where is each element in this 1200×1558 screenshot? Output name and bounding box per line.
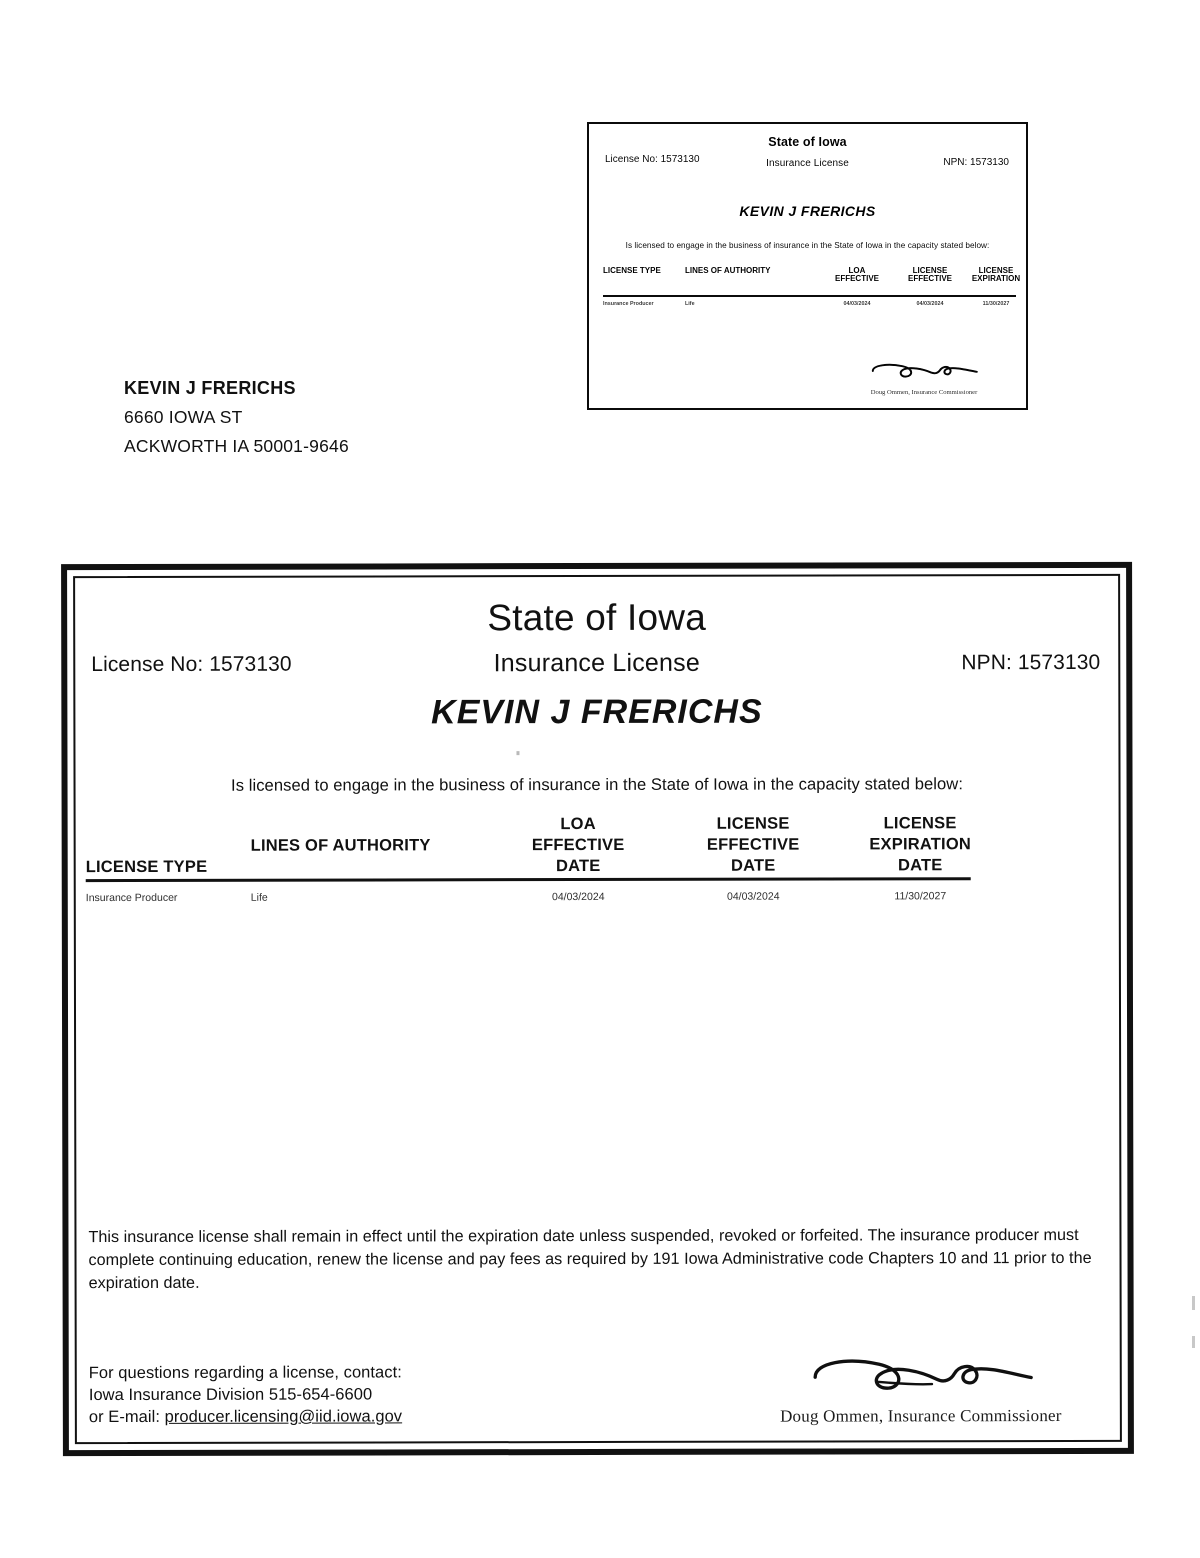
thumbnail-commissioner-name: Doug Ommen, Insurance Commissioner <box>870 389 978 396</box>
thumbnail-cell-lines-of-authority: Life <box>685 301 695 307</box>
signature-icon <box>864 359 984 383</box>
header-lines-of-authority: LINES OF AUTHORITY <box>250 836 431 855</box>
contact-line-3 <box>89 1405 402 1428</box>
cell-loa-effective-date: 04/03/2024 <box>551 890 605 904</box>
cell-license-effective-date: 04/03/2024 <box>726 890 780 903</box>
thumbnail-table-row <box>603 301 1016 313</box>
contact-line-1: For questions regarding a license, contact: <box>88 1363 402 1383</box>
recipient-city-state-zip: ACKWORTH IA 50001-9646 <box>124 436 349 456</box>
cell-license-expiration-date: 11/30/2027 <box>894 890 947 903</box>
thumbnail-statement: Is licensed to engage in the business of insurance in the State of Iowa in the capacity stated below: <box>625 241 990 250</box>
contact-information-block <box>89 1361 402 1428</box>
thumbnail-npn: NPN: 1573130 <box>943 157 1009 168</box>
header-license-expiration-date: LICENSE EXPIRATION DATE <box>869 814 971 875</box>
certificate-holder-name: KEVIN J FRERICHS <box>431 692 763 732</box>
thumbnail-header-license-type: LICENSE TYPE <box>603 266 661 275</box>
certificate-disclaimer: This insurance license shall remain in effect until the expiration date unless suspended, revoked or forfeited. The insurance producer must complete continuing education, renew the license and pay fees as required by 191 Iowa Administrative code Chapters 10 and 11 prior to the expiration date. <box>88 1225 1092 1293</box>
header-license-effective-date: LICENSE EFFECTIVE DATE <box>706 814 800 875</box>
cell-license-type: Insurance Producer <box>85 891 178 905</box>
thumbnail-table-rule <box>603 295 1016 297</box>
commissioner-name-title: Doug Ommen, Insurance Commissioner <box>780 1406 1062 1426</box>
certificate-state-title: State of Iowa <box>487 596 707 639</box>
header-license-type: LICENSE TYPE <box>85 857 208 877</box>
thumbnail-header-loa-effective: LOA EFFECTIVE <box>834 266 879 284</box>
license-thumbnail-card <box>587 122 1028 410</box>
certificate-license-number: License No: 1573130 <box>91 652 292 677</box>
contact-email-prefix: or E-mail: <box>88 1407 165 1427</box>
insurance-license-certificate <box>61 562 1134 1456</box>
thumbnail-cell-license-expiration-date: 11/30/2027 <box>982 301 1010 307</box>
thumbnail-header-license-effective: LICENSE EFFECTIVE <box>907 266 952 284</box>
contact-email-link[interactable]: producer.licensing@iid.iowa.gov <box>164 1407 403 1426</box>
recipient-street: 6660 IOWA ST <box>124 407 243 427</box>
certificate-licensing-statement: Is licensed to engage in the business of insurance in the State of Iowa in the capacity stated below: <box>231 774 964 795</box>
signature-icon <box>801 1351 1041 1400</box>
scan-artifact-speck <box>516 751 519 755</box>
thumbnail-header-lines-of-authority: LINES OF AUTHORITY <box>685 266 771 275</box>
cell-lines-of-authority: Life <box>250 891 268 904</box>
certificate-document-title: Insurance License <box>493 648 700 678</box>
thumbnail-cell-license-effective-date: 04/03/2024 <box>916 301 944 307</box>
license-authority-table-header <box>86 806 1109 888</box>
certificate-npn: NPN: 1573130 <box>961 650 1101 675</box>
scan-artifact-edge-2 <box>1192 1336 1195 1348</box>
thumbnail-document-title: Insurance License <box>766 158 849 169</box>
recipient-name: KEVIN J FRERICHS <box>124 378 296 398</box>
thumbnail-cell-license-type: Insurance Producer <box>603 301 654 307</box>
scan-artifact-edge-1 <box>1192 1296 1195 1310</box>
thumbnail-header-license-expiration: LICENSE EXPIRATION <box>971 266 1021 284</box>
table-row <box>86 890 1109 908</box>
thumbnail-state-title: State of Iowa <box>768 135 847 149</box>
thumbnail-table-header-row <box>603 266 1021 297</box>
commissioner-signature-block <box>756 1351 1086 1427</box>
thumbnail-signature-block <box>844 359 1004 396</box>
thumbnail-license-number: License No: 1573130 <box>605 154 700 165</box>
contact-line-2: Iowa Insurance Division 515-654-6600 <box>88 1385 373 1405</box>
thumbnail-holder-name: KEVIN J FRERICHS <box>739 203 876 219</box>
thumbnail-cell-loa-effective-date: 04/03/2024 <box>843 301 871 307</box>
thumbnail-license-table <box>603 266 1021 313</box>
header-loa-effective-date: LOA EFFECTIVE DATE <box>531 815 625 876</box>
table-header-rule <box>86 877 971 882</box>
mailing-address-block <box>124 374 349 461</box>
